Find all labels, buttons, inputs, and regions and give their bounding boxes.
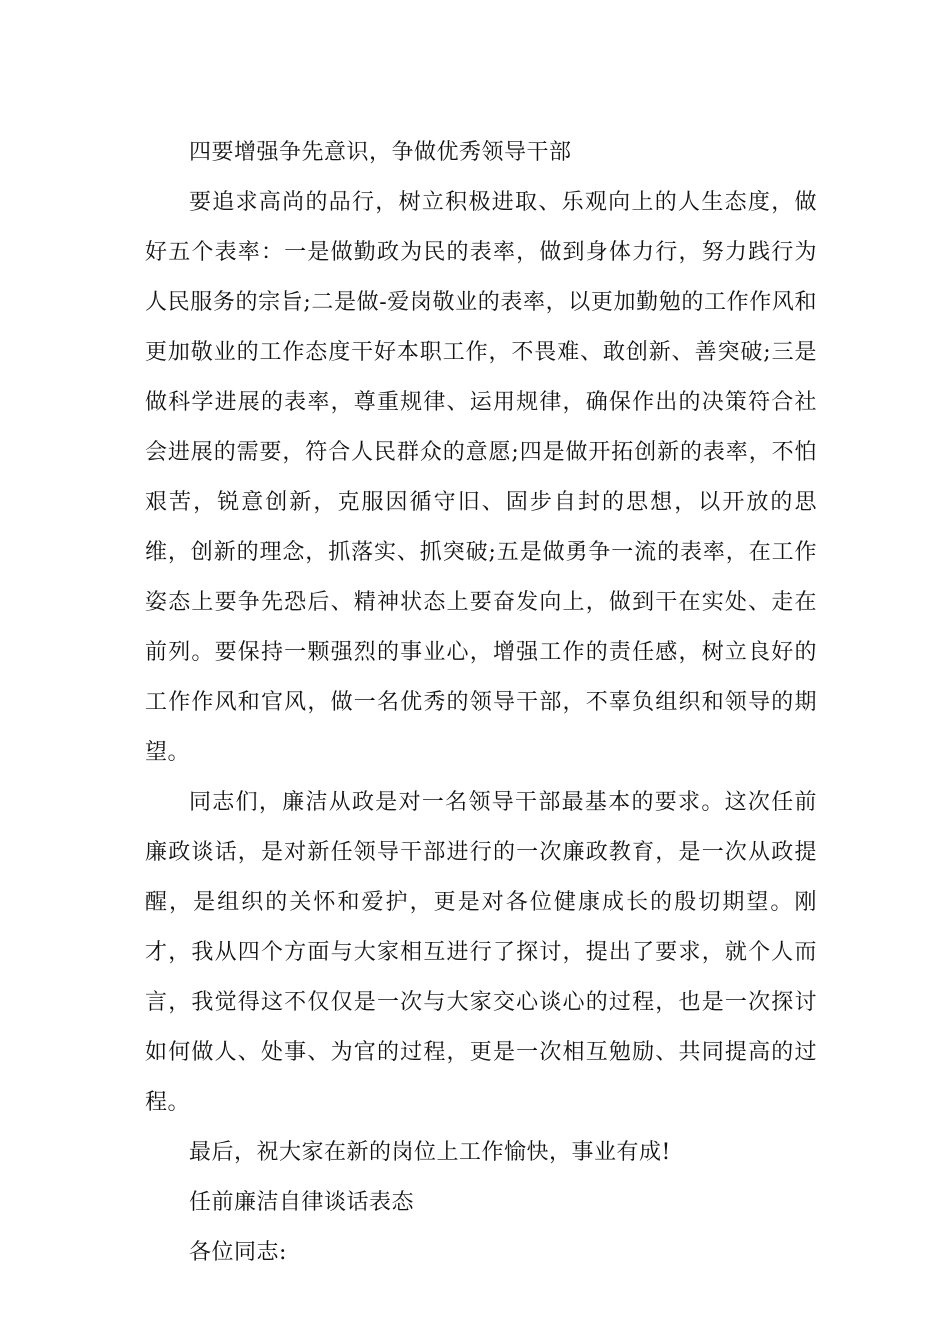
document-title: 任前廉洁自律谈话表态 bbox=[189, 1190, 415, 1215]
body-paragraph: 同志们，廉洁从政是对一名领导干部最基本的要求。这次任前廉政谈话，是对新任领导干部进行的一次廉政教育，是一次从政提醒，是组织的关怀和爱护，更是对各位健康成长的殷切期望。刚才，我从四个方面与大家相互进行了探讨，提出了要求，就个人而言，我觉得这不仅仅是一次与大家交心谈心的过程，也是一次探讨如何做人、处事、为官的过程，更是一次相互勉励、共同提高的过程。 bbox=[145, 790, 817, 1115]
body-paragraph: 要追求高尚的品行，树立积极进取、乐观向上的人生态度，做好五个表率：一是做勤政为民的表率，做到身体力行，努力践行为人民服务的宗旨;二是做-爱岗敬业的表率，以更加勤勉的工作作风和更加敬业的工作态度干好本职工作，不畏难、敢创新、善突破;三是做科学进展的表率，尊重规律、运用规律，确保作出的决策符合社会进展的需要，符合人民群众的意愿;四是做开拓创新的表率，不怕艰苦，锐意创新，克服因循守旧、固步自封的思想，以开放的思维，创新的理念，抓落实、抓突破;五是做勇争一流的表率，在工作姿态上要争先恐后、精神状态上要奋发向上，做到干在实处、走在前列。要保持一颗强烈的事业心，增强工作的责任感，树立良好的工作作风和官风，做一名优秀的领导干部，不辜负组织和领导的期望。 bbox=[145, 190, 817, 765]
section-heading: 四要增强争先意识，争做优秀领导干部 bbox=[189, 140, 572, 165]
closing-line: 最后，祝大家在新的岗位上工作愉快，事业有成! bbox=[189, 1140, 671, 1165]
salutation: 各位同志: bbox=[189, 1240, 287, 1265]
document-body bbox=[145, 128, 817, 1278]
